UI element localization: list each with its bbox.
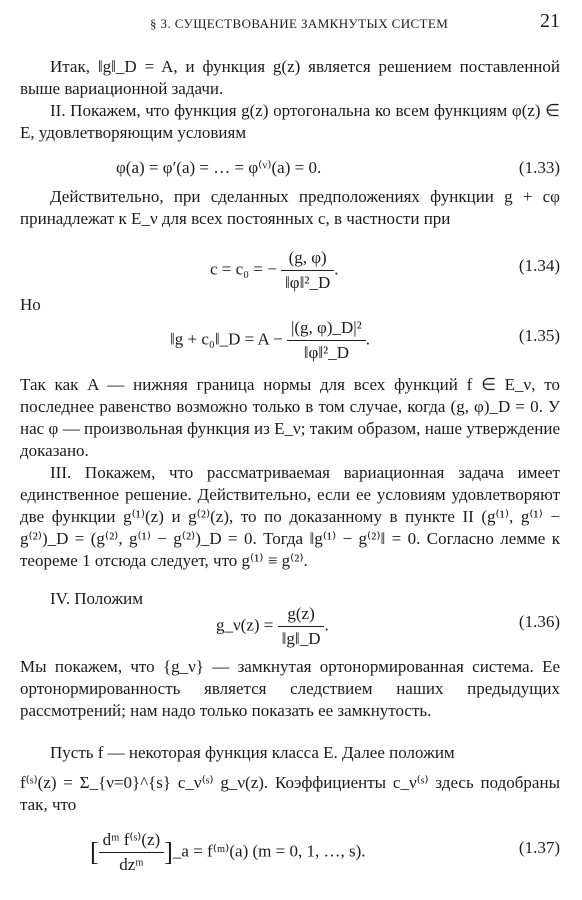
equation-tail: .: [365, 329, 371, 349]
fraction: [281, 248, 334, 293]
equation-lhs: g_ν(z) =: [216, 615, 274, 635]
paragraph-9: Пусть f — некоторая функция класса E. Далее положим: [50, 743, 455, 762]
numerator: (g, φ): [281, 248, 334, 271]
paragraph-7: IV. Положим: [50, 589, 143, 608]
equation-number: (1.33): [518, 158, 560, 177]
equation-1-33: [20, 150, 560, 190]
paragraph-6: III. Покажем, что рассматриваемая вариационная задача имеет единственное решение. Действительно, если ее условиям удовлетворяют две функции g⁽¹⁾(z) и g⁽²⁾(z), то по доказанному в пункте II (g⁽¹⁾, g⁽¹⁾ − g⁽²⁾)_D = (g⁽²⁾, g⁽¹⁾ − g⁽²⁾)_D = 0. Тогда ‖g⁽¹⁾ − g⁽²⁾‖ = 0. Согласно лемме к теореме 1 отсюда следует, что g⁽¹⁾ ≡ g⁽²⁾.: [20, 463, 560, 570]
running-header: [0, 10, 582, 36]
equation-lhs: c = c₀ = −: [210, 259, 277, 279]
equation-1-36: [20, 604, 560, 648]
equation-rhs: _a = f⁽ᵐ⁾(a) (m = 0, 1, …, s).: [172, 841, 366, 861]
paragraph-2: II. Покажем, что функция g(z) ортогональна ко всем функциям φ(z) ∈ E, удовлетворяющим условиям: [20, 101, 560, 142]
numerator: g(z): [278, 604, 325, 627]
denominator: dzᵐ: [119, 855, 144, 874]
paragraph-5: Так как A — нижняя граница нормы для всех функций f ∈ E_ν, то последнее равенство возможно только в том случае, когда (g, φ)_D = 0. У нас φ — произвольная функция из E_ν; таким образом, наше утверждение доказано.: [20, 375, 560, 460]
paragraph-3: Действительно, при сделанных предположениях функции g + cφ принадлежат к E_ν для всех постоянных c, в частности при: [20, 187, 560, 228]
paragraph-4: Но: [20, 295, 41, 314]
fraction: [278, 604, 325, 649]
equation-number: (1.37): [518, 838, 560, 857]
running-title: § 3. СУЩЕСТВОВАНИЕ ЗАМКНУТЫХ СИСТЕМ: [150, 16, 449, 31]
equation-number: (1.36): [518, 612, 560, 631]
paragraph-10: f⁽ˢ⁾(z) = Σ_{ν=0}^{s} c_ν⁽ˢ⁾ g_ν(z). Коэффициенты c_ν⁽ˢ⁾ здесь подобраны так, что: [20, 773, 560, 814]
denominator: ‖φ‖²_D: [303, 343, 349, 362]
paragraph-8: Мы покажем, что {g_ν} — замкнутая ортонормированная система. Ее ортонормированность является следствием наших предыдущих рассмотрений; нам надо только показать ее замкнутость.: [20, 657, 560, 720]
paragraph-1: Итак, ‖g‖_D = A, и функция g(z) является решением поставленной выше вариационной задачи.: [20, 57, 560, 98]
fraction: [287, 318, 366, 363]
equation-body: φ(a) = φ′(a) = … = φ⁽ᵛ⁾(a) = 0.: [116, 158, 322, 177]
equation-1-35: [20, 318, 560, 362]
equation-tail: .: [324, 615, 329, 635]
equation-number: (1.34): [518, 256, 560, 275]
equation-1-34: [20, 248, 560, 292]
equation-1-37: [20, 830, 560, 874]
denominator: ‖g‖_D: [281, 629, 321, 648]
equation-lhs: ‖g + c₀‖_D = A −: [170, 329, 283, 349]
equation-tail: .: [334, 259, 339, 279]
fraction: [99, 830, 165, 875]
numerator: dᵐ f⁽ˢ⁾(z): [99, 830, 165, 853]
equation-number: (1.35): [518, 326, 560, 345]
page-number: 21: [540, 10, 560, 32]
numerator: |(g, φ)_D|²: [287, 318, 366, 341]
denominator: ‖φ‖²_D: [285, 273, 331, 292]
right-bracket: ]: [164, 837, 173, 867]
left-bracket: [: [90, 837, 99, 867]
